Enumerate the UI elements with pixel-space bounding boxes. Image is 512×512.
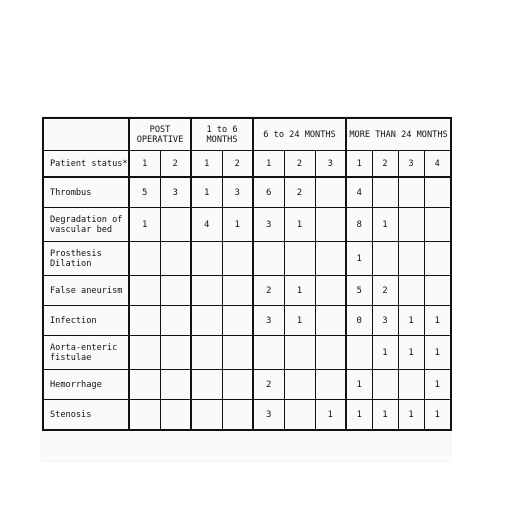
table-cell [160,208,191,242]
table-cell [129,276,160,306]
status-cell: 3 [315,151,346,178]
table-cell: 1 [398,306,424,336]
table-cell [284,336,315,370]
corner-cell [43,118,129,151]
table-cell [315,336,346,370]
table-cell: 1 [284,208,315,242]
table-cell [222,306,253,336]
table-row [43,336,451,370]
table-cell [398,242,424,276]
table-cell [222,400,253,431]
status-cell: 1 [129,151,160,178]
table-cell: 5 [346,276,372,306]
table-cell [424,276,451,306]
table-cell: 1 [346,400,372,431]
table-cell [253,336,284,370]
table-cell [253,242,284,276]
table-cell: 1 [346,242,372,276]
table-cell [284,370,315,400]
table-cell [160,242,191,276]
table-cell: 2 [284,177,315,208]
table-cell [191,242,222,276]
table-row [43,370,451,400]
table-cell: 1 [424,306,451,336]
table-cell [222,336,253,370]
table-cell [398,370,424,400]
table-cell: 1 [129,208,160,242]
table-cell [315,306,346,336]
table-cell: 1 [398,400,424,431]
status-cell: 2 [372,151,398,178]
table-cell: 4 [191,208,222,242]
complications-table [42,117,452,431]
table-row [43,208,451,242]
table-cell: 1 [191,177,222,208]
table-cell [424,242,451,276]
patient-status-label: Patient status* [43,151,129,178]
table-cell [372,242,398,276]
table-cell: 1 [424,336,451,370]
table-cell: 5 [129,177,160,208]
table-cell: 0 [346,306,372,336]
table-cell: 4 [346,177,372,208]
group-header-1-to-6-months: 1 to 6 MONTHS [191,118,253,151]
table-cell [284,400,315,431]
table-cell [284,242,315,276]
table-cell: 3 [160,177,191,208]
table-cell: 2 [372,276,398,306]
table-cell [129,306,160,336]
table-cell [372,370,398,400]
table-cell [129,400,160,431]
table-cell: 1 [372,208,398,242]
table-cell: 2 [253,276,284,306]
table-cell: 6 [253,177,284,208]
table-cell [191,400,222,431]
table-cell: 3 [372,306,398,336]
table-cell: 2 [253,370,284,400]
table-row [43,242,451,276]
table-cell [346,336,372,370]
table-cell: 3 [253,400,284,431]
status-cell: 2 [222,151,253,178]
table-cell [160,370,191,400]
table-cell: 1 [284,276,315,306]
row-label: Stenosis [43,400,129,431]
group-header-row [43,118,451,151]
table-cell [315,276,346,306]
table-cell [191,336,222,370]
table-row [43,400,451,431]
table-cell [160,336,191,370]
table-cell: 8 [346,208,372,242]
table-cell [315,177,346,208]
table-cell [129,242,160,276]
table-cell: 3 [222,177,253,208]
table-cell: 1 [346,370,372,400]
row-label: Aorta-enteric fistulae [43,336,129,370]
patient-status-row [43,151,451,178]
row-label: Degradation of vascular bed [43,208,129,242]
table-cell [160,400,191,431]
table-cell [398,208,424,242]
table-cell: 3 [253,208,284,242]
table-body [43,177,451,430]
table-cell: 3 [253,306,284,336]
row-label: Hemorrhage [43,370,129,400]
table-row [43,177,451,208]
table-cell [372,177,398,208]
table-cell: 1 [284,306,315,336]
table-cell: 1 [398,336,424,370]
table-cell [191,276,222,306]
table-cell [222,242,253,276]
table-cell [315,208,346,242]
table-cell [191,370,222,400]
status-cell: 2 [284,151,315,178]
group-header-6-to-24-months: 6 to 24 MONTHS [253,118,346,151]
table-cell [398,177,424,208]
table-cell [424,208,451,242]
row-label: False aneurism [43,276,129,306]
table-cell [222,276,253,306]
group-header-more-than-24-months: MORE THAN 24 MONTHS [346,118,451,151]
table-cell [129,370,160,400]
table-row [43,306,451,336]
status-cell: 2 [160,151,191,178]
table-cell [315,370,346,400]
row-label: Prosthesis Dilation [43,242,129,276]
status-cell: 3 [398,151,424,178]
table-cell [160,276,191,306]
table-cell [191,306,222,336]
table-cell: 1 [222,208,253,242]
table-cell [129,336,160,370]
table-cell [160,306,191,336]
status-cell: 1 [191,151,222,178]
table-cell: 1 [372,336,398,370]
table-cell: 1 [424,370,451,400]
group-header-post-operative: POST OPERATIVE [129,118,191,151]
status-cell: 4 [424,151,451,178]
table-cell: 1 [315,400,346,431]
status-cell: 1 [346,151,372,178]
table-cell [424,177,451,208]
table-cell [398,276,424,306]
table-row [43,276,451,306]
status-cell: 1 [253,151,284,178]
table-cell: 1 [372,400,398,431]
table-cell: 1 [424,400,451,431]
row-label: Thrombus [43,177,129,208]
table-cell [222,370,253,400]
table-cell [315,242,346,276]
row-label: Infection [43,306,129,336]
